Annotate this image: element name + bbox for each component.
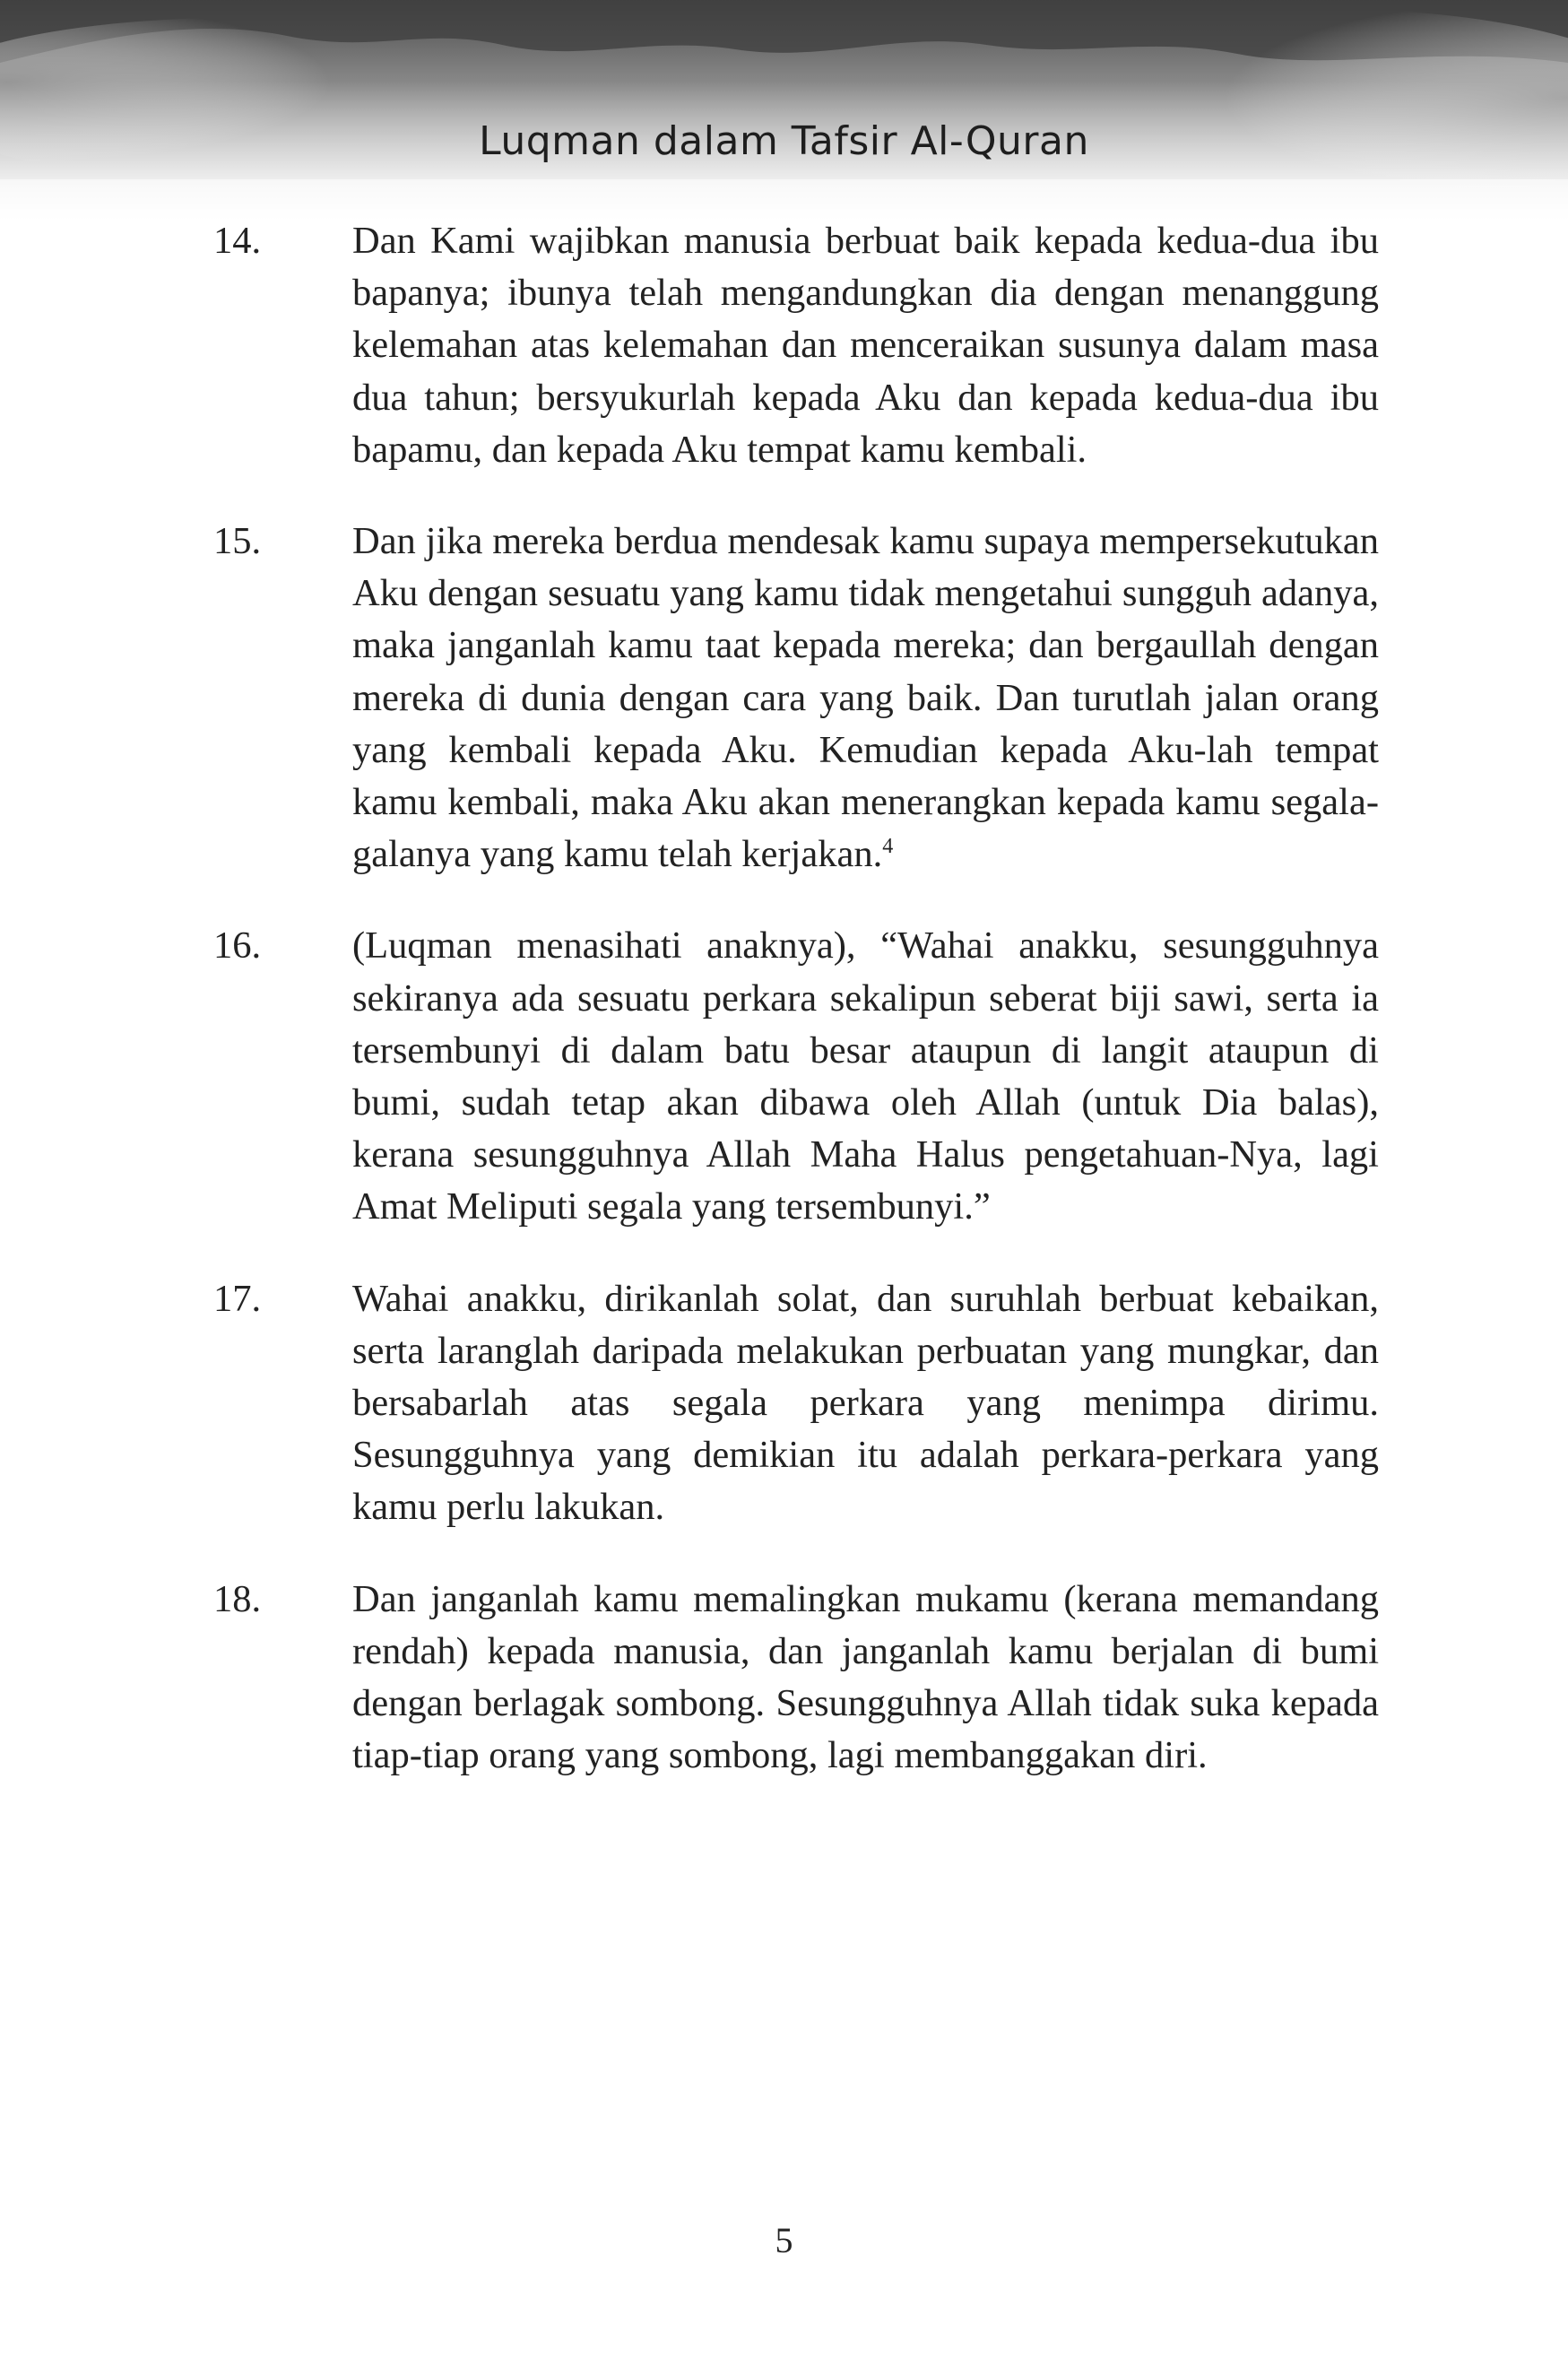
verse-text: Dan jika mereka berdua mendesak kamu supaya mempersekutukan Aku dengan sesuatu yang kamu tidak mengetahui sungguh adanya, maka janganlah kamu taat kepada mereka; dan bergaullah dengan mereka di dunia dengan cara yang baik. Dan turutlah jalan orang yang kembali kepada Aku. Kemudian kepada Aku-lah tempat kamu kembali, maka Aku akan menerangkan kepada kamu segala-galanya yang kamu telah kerjakan.$^4$ [352, 520, 1379, 876]
verse-14 [213, 215, 1379, 476]
verse-number: 16. [213, 924, 262, 968]
verse-text: Wahai anakku, dirikanlah solat, dan suruhlah berbuat kebaikan, serta laranglah daripada melakukan perbuatan yang mungkar, dan bersabarlah atas segala perkara yang menimpa dirimu. Sesungguhnya yang demikian itu adalah perkara-perkara yang kamu perlu lakukan. [352, 1277, 1379, 1529]
verse-number: 14. [213, 220, 262, 262]
verse-text: (Luqman menasihati anaknya), “Wahai anakku, sesungguhnya sekiranya ada sesuatu perkara sekalipun seberat biji sawi, serta ia tersembunyi di dalam batu besar ataupun di langit ataupun di bumi, sudah tetap akan dibawa oleh Allah (untuk Dia balas), kerana sesungguhnya Allah Maha Halus pengetahuan-Nya, lagi Amat Meliputi segala yang tersembunyi.” [352, 924, 1379, 1228]
footnote-ref: 4 [882, 835, 894, 859]
verse-list [213, 215, 1379, 1821]
running-head: Luqman dalam Tafsir Al-Quran [479, 118, 1089, 164]
verse-number: 17. [213, 1277, 262, 1320]
verse-18 [213, 1574, 1379, 1783]
verse-15 [213, 516, 1379, 881]
verse-16 [213, 920, 1379, 1233]
page-number: 5 [775, 2220, 793, 2261]
verse-number: 18. [213, 1577, 262, 1620]
smoky-header-decoration [0, 0, 1568, 233]
verse-number: 15. [213, 520, 262, 563]
verse-17 [213, 1273, 1379, 1534]
verse-text: Dan Kami wajibkan manusia berbuat baik kepada kedua-dua ibu bapanya; ibunya telah mengandungkan dia dengan menanggung kelemahan atas kelemahan dan menceraikan susunya dalam masa dua tahun; bersyukurlah kepada Aku dan kepada kedua-dua ibu bapamu, dan kepada Aku tempat kamu kembali. [352, 220, 1379, 471]
verse-text: Dan janganlah kamu memalingkan mukamu (kerana memandang rendah) kepada manusia, dan janganlah kamu berjalan di bumi dengan berlagak sombong. Sesungguhnya Allah tidak suka kepada tiap-tiap orang yang sombong, lagi membanggakan diri. [352, 1577, 1379, 1777]
